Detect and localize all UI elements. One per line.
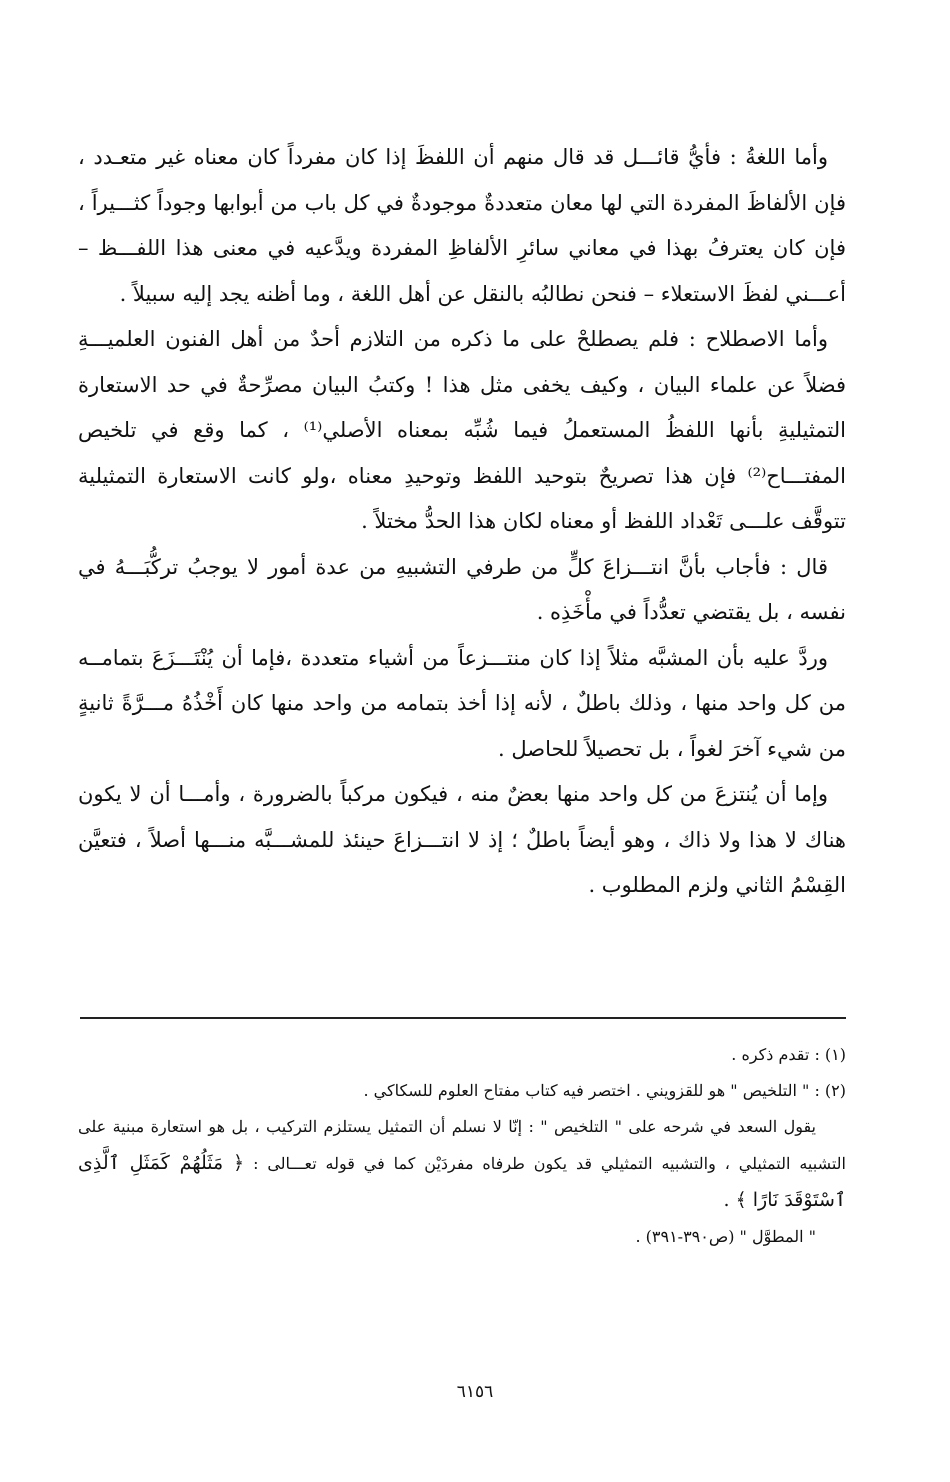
footnote-2-marker: (٢) : bbox=[814, 1081, 846, 1100]
page-number: ٦١٥٦ bbox=[456, 1382, 494, 1402]
footnote-divider bbox=[80, 1017, 846, 1019]
footnote-2-commentary: يقول السعد في شرحه على " التلخيص " : إنّا لا نسلم أن التمثيل يستلزم التركيب ، بل هو استعارة مبنية على التشبيه التمثيلي ، والتشبيه التمثيلي قد يكون طرفاه مفردَيْن كما في قوله تعـــالى : bbox=[78, 1117, 846, 1173]
paragraph-terminology: وأما الاصطلاح : فلم يصطلحْ على ما ذكره من التلازم أحدٌ من أهل الفنون العلميـــةِ فضلاً عن علماء البيان ، وكيف يخفى مثل هذا ! وكتبُ البيان مصرِّحةٌ في حد الاستعارة التمثيليةِ بأنها اللفظُ المستعملُ فيما شُبِّه بمعناه الأصلي⁽¹⁾ ، كما وقع في تلخيص المفتـــاح⁽²⁾ فإن هذا تصريحٌ بتوحيد اللفظ وتوحيدِ معناه ،ولو كانت الاستعارة التمثيلية تتوقَّف علـــى تَعْداد اللفظ أو معناه لكان هذا الحدُّ مختلاً . bbox=[78, 327, 846, 533]
footnote-2-text: " التلخيص " هو للقزويني . اختصر فيه كتاب مفتاح العلوم للسكاكي . bbox=[363, 1081, 810, 1100]
paragraph-conclusion: وإما أن يُنتزعَ من كل واحد منها بعضٌ منه ، فيكون مركباً بالضرورة ، وأمـــا أن لا يكون هناك لا هذا ولا ذاك ، وهو أيضاً باطلٌ ؛ إذ لا انتـــزاعَ حينئذ للمشـــبَّه منـــها أصلاً ، فتعيَّن القِسْمُ الثاني ولزم المطلوب . bbox=[78, 782, 846, 897]
paragraph-language: وأما اللغةُ : فأيُّ قائـــل قد قال منهم أن اللفظَ إذا كان مفرداً كان معناه غير متعـدد ، فإن الألفاظَ المفردة التي لها معان متعددةٌ موجودةٌ في كل باب من أبوابها وجوداً كثـــيراً ، فإن كان يعترفُ بهذا في معاني سائرِ الألفاظِ المفردة ويدَّعيه في معنى هذا اللفـــظ – أعـــني لفظَ الاستعلاء – فنحن نطالبُه بالنقل عن أهل اللغة ، وما أظنه يجد إليه سبيلاً . bbox=[78, 145, 846, 306]
footnote-2-continuation bbox=[78, 1109, 846, 1219]
footnote-1-marker: (١) : bbox=[814, 1045, 846, 1064]
footnote-1 bbox=[78, 1037, 846, 1073]
paragraph-rebuttal: وردَّ عليه بأن المشبَّه مثلاً إذا كان منتـــزعاً من أشياء متعددة ،فإما أن يُنْتَـــزَعَ بتمامــه من كل واحد منها ، وذلك باطلٌ ، لأنه إذا أخذ بتمامه من واحد منها كان أَخْذُهُ مـــرَّةً ثانيةٍ من شيء آخرَ لغواً ، بل تحصيلاً للحاصل . bbox=[78, 645, 846, 761]
footnotes-block bbox=[78, 1037, 846, 1255]
main-text-block bbox=[78, 135, 846, 909]
paragraph-answer: قال : فأجاب بأنَّ انتـــزاعَ كلٍّ من طرفي التشبيهِ من عدة أمور لا يوجبُ تركُّبَـــهُ في نفسه ، بل يقتضي تعدُّداً في مأْخَذِه . bbox=[78, 554, 846, 624]
footnote-1-text: تقدم ذكره . bbox=[731, 1045, 810, 1064]
footnote-2 bbox=[78, 1073, 846, 1109]
quran-verse: ﴿ مَثَلُهُمْ كَمَثَلِ ٱلَّذِى ٱسْتَوْقَدَ نَارًا ﴾ . bbox=[78, 1152, 846, 1211]
footnote-2-source: " المطوَّل " (ص٣٩٠-٣٩١) . bbox=[635, 1227, 816, 1246]
